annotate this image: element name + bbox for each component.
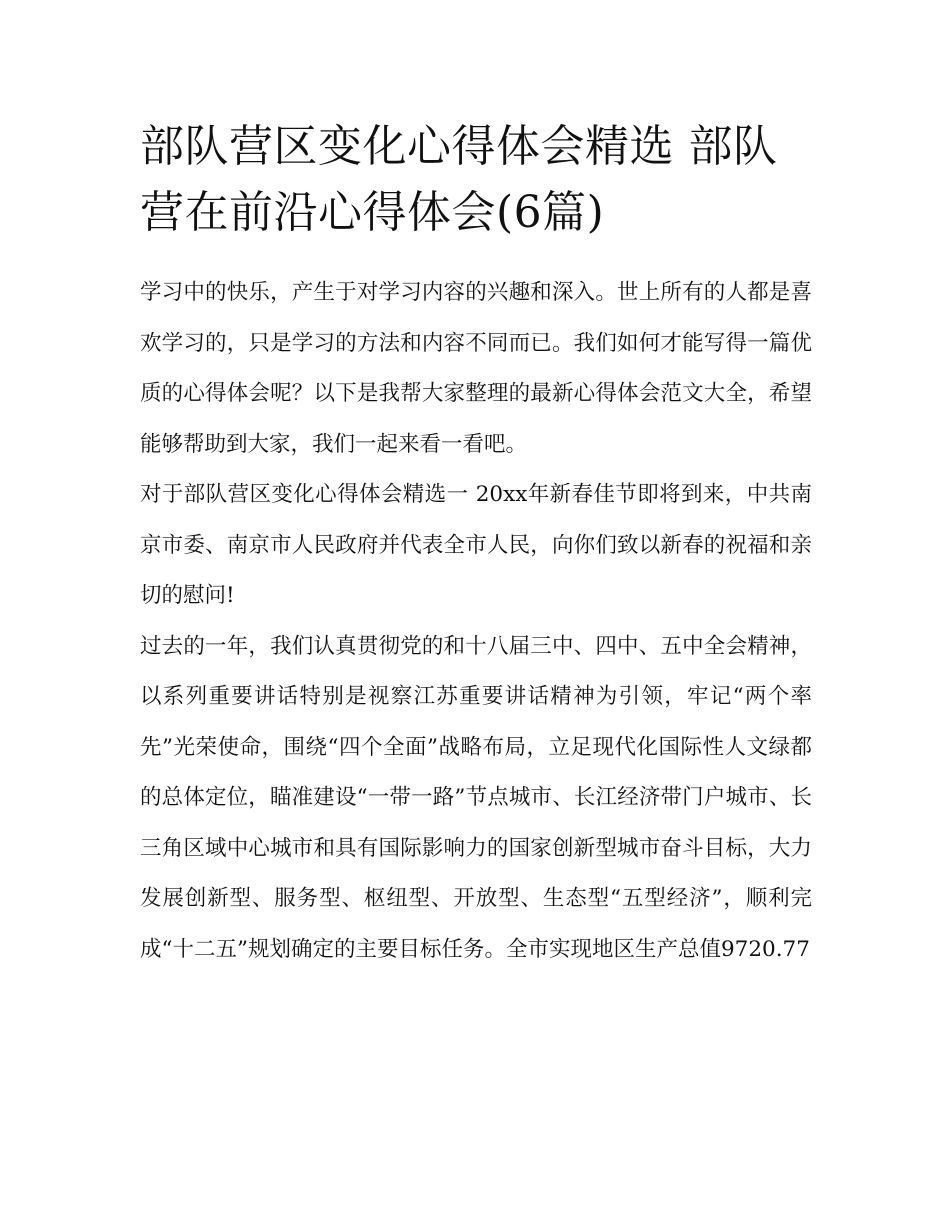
review-paragraph: 过去的一年，我们认真贯彻党的和十八届三中、四中、五中全会精神，以系列重要讲话特别是视察江苏重要讲话精神为引领，牢记“两个率先”光荣使命，围绕“四个全面”战略布局，立足现代化国际性人文绿都的总体定位，瞄准建设“一带一路”节点城市、长江经济带门户城市、长三角区域中心城市和具有国际影响力的国家创新型城市奋斗目标，大力发展创新型、服务型、枢纽型、开放型、生态型“五型经济”，顺利完成“十二五”规划确定的主要目标任务。全市实现地区生产总值9720.77 [140, 633, 812, 962]
document-title: 部队营区变化心得体会精选 部队营在前沿心得体会(6篇) [140, 121, 778, 238]
document-body [140, 114, 812, 975]
intro-paragraph: 学习中的快乐，产生于对学习内容的兴趣和深入。世上所有的人都是喜欢学习的，只是学习的方法和内容不同而已。我们如何才能写得一篇优质的心得体会呢？以下是我帮大家整理的最新心得体会范文大全，希望能够帮助到大家，我们一起来看一看吧。 [140, 280, 812, 457]
greeting-paragraph: 对于部队营区变化心得体会精选一 20xx年新春佳节即将到来，中共南京市委、南京市人民政府并代表全市人民，向你们致以新春的祝福和亲切的慰问! [140, 482, 812, 608]
